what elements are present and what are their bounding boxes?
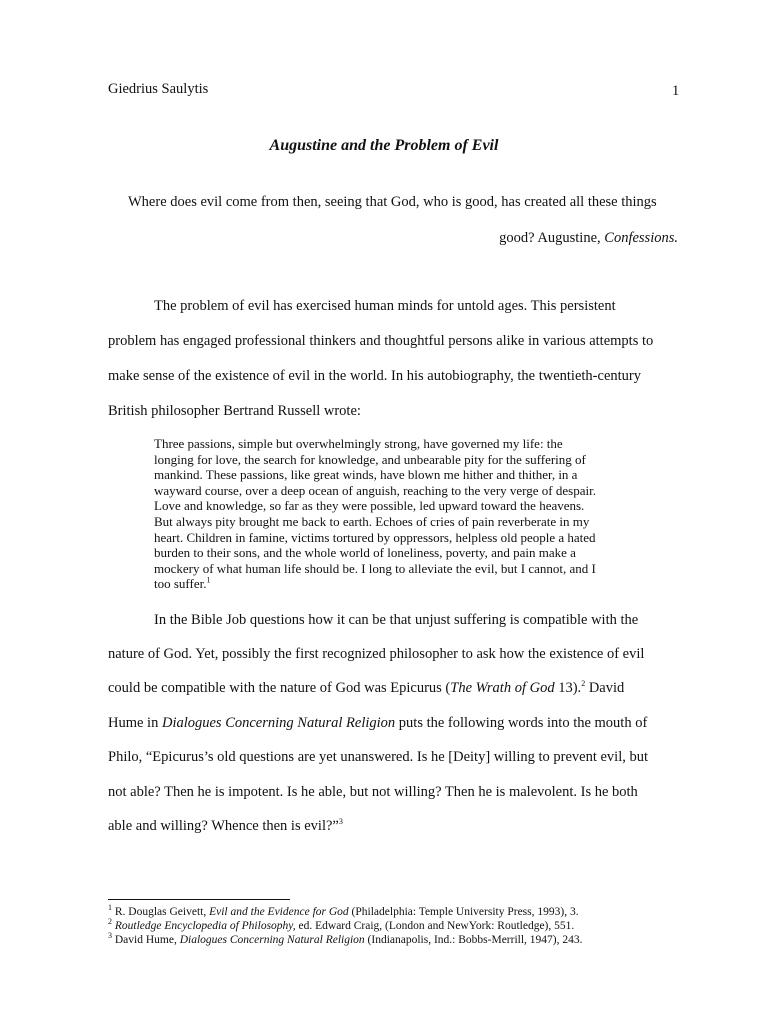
- work-title: Dialogues Concerning Natural Religion: [161, 715, 396, 731]
- footnote-ref-1[interactable]: 1: [206, 576, 211, 586]
- quote-line: heart. Children in famine, victims tortured by oppressors, helpless old people a hated: [154, 529, 596, 545]
- footnote-number: 3: [108, 931, 112, 941]
- quote-line: Three passions, simple but overwhelmingly strong, have governed my life: the: [154, 436, 563, 451]
- text-run: could be compatible with the nature of God was Epicurus (: [108, 680, 451, 696]
- quote-line-last: [154, 576, 634, 592]
- footnote-ref-3[interactable]: 3: [338, 817, 343, 827]
- footnote-work: Dialogues Concerning Natural Religion: [179, 934, 365, 946]
- footnote-1: [108, 903, 579, 918]
- footnote-number: 2: [108, 917, 112, 927]
- text-run: David: [585, 680, 625, 696]
- epigraph-line-1: Where does evil come from then, seeing that God, who is good, has created all these things: [128, 194, 657, 210]
- footnote-3: [108, 931, 583, 946]
- paragraph-line: The problem of evil has exercised human minds for untold ages. This persistent: [154, 298, 616, 314]
- page-number: 1: [672, 83, 680, 99]
- footnote-work: Evil and the Evidence for God: [209, 906, 349, 918]
- footnote-text: (Indianapolis, Ind.: Bobbs-Merrill, 1947), 243.: [364, 934, 583, 946]
- paragraph-line: [108, 715, 647, 732]
- quote-line: mockery of what human life should be. I long to alleviate the evil, but I cannot, and I: [154, 560, 596, 576]
- quote-line: But always pity brought me back to earth. Echoes of cries of pain reverberate in my: [154, 513, 590, 529]
- footnote-text: ed. Edward Craig, (London and NewYork: Routledge), 551.: [295, 920, 575, 932]
- paragraph-line: Philo, “Epicurus’s old questions are yet unanswered. Is he [Deity] willing to prevent evil, but: [108, 749, 649, 765]
- text-run: able and willing? Whence then is evil?”: [108, 818, 339, 834]
- epigraph-source: Confessions.: [604, 230, 678, 246]
- text-run: puts the following words into the mouth of: [395, 715, 648, 731]
- paragraph-line: [108, 818, 343, 835]
- footnote-ref-2[interactable]: 2: [581, 679, 586, 689]
- footnote-work: Routledge Encyclopedia of Philosophy,: [114, 920, 296, 932]
- running-header-author: Giedrius Saulytis: [108, 81, 209, 97]
- text-run: 13).: [554, 680, 582, 696]
- text-run: Hume in: [108, 715, 162, 731]
- paragraph-line: not able? Then he is impotent. Is he able, but not willing? Then he is malevolent. Is he both: [108, 784, 638, 800]
- paragraph-line: nature of God. Yet, possibly the first recognized philosopher to ask how the existence of evil: [108, 646, 645, 662]
- quote-line: mankind. These passions, like great winds, have blown me hither and thither, in a: [154, 467, 578, 483]
- paragraph-line: British philosopher Bertrand Russell wrote:: [108, 403, 361, 419]
- quote-line: Love and knowledge, so far as they were possible, led upward toward the heavens.: [154, 498, 585, 514]
- quote-line: longing for love, the search for knowledge, and unbearable pity for the suffering of: [154, 451, 586, 467]
- footnote-divider: [108, 899, 290, 900]
- footnote-text: (Philadelphia: Temple University Press, 1993), 3.: [348, 906, 579, 918]
- footnote-text: R. Douglas Geivett,: [112, 906, 210, 918]
- footnote-text: David Hume,: [112, 934, 180, 946]
- paragraph-line: problem has engaged professional thinkers and thoughtful persons alike in various attempts to: [108, 333, 654, 349]
- paragraph-line: In the Bible Job questions how it can be that unjust suffering is compatible with the: [154, 612, 639, 628]
- paragraph-line: [108, 680, 624, 697]
- quote-text: too suffer.: [154, 576, 207, 592]
- footnote-2: [108, 917, 575, 932]
- block-quote: [154, 436, 634, 592]
- quote-line: wayward course, over a deep ocean of anguish, reaching to the very verge of despair.: [154, 482, 596, 498]
- quote-line: burden to their sons, and the whole world of loneliness, poverty, and pain make a: [154, 545, 576, 561]
- footnote-number: 1: [108, 903, 112, 913]
- paragraph-line: make sense of the existence of evil in the world. In his autobiography, the twentieth-century: [108, 368, 641, 384]
- epigraph-text: good? Augustine,: [499, 230, 605, 246]
- work-title: The Wrath of God: [450, 680, 555, 696]
- page-title: Augustine and the Problem of Evil: [269, 137, 499, 154]
- epigraph-line-2: [499, 230, 678, 247]
